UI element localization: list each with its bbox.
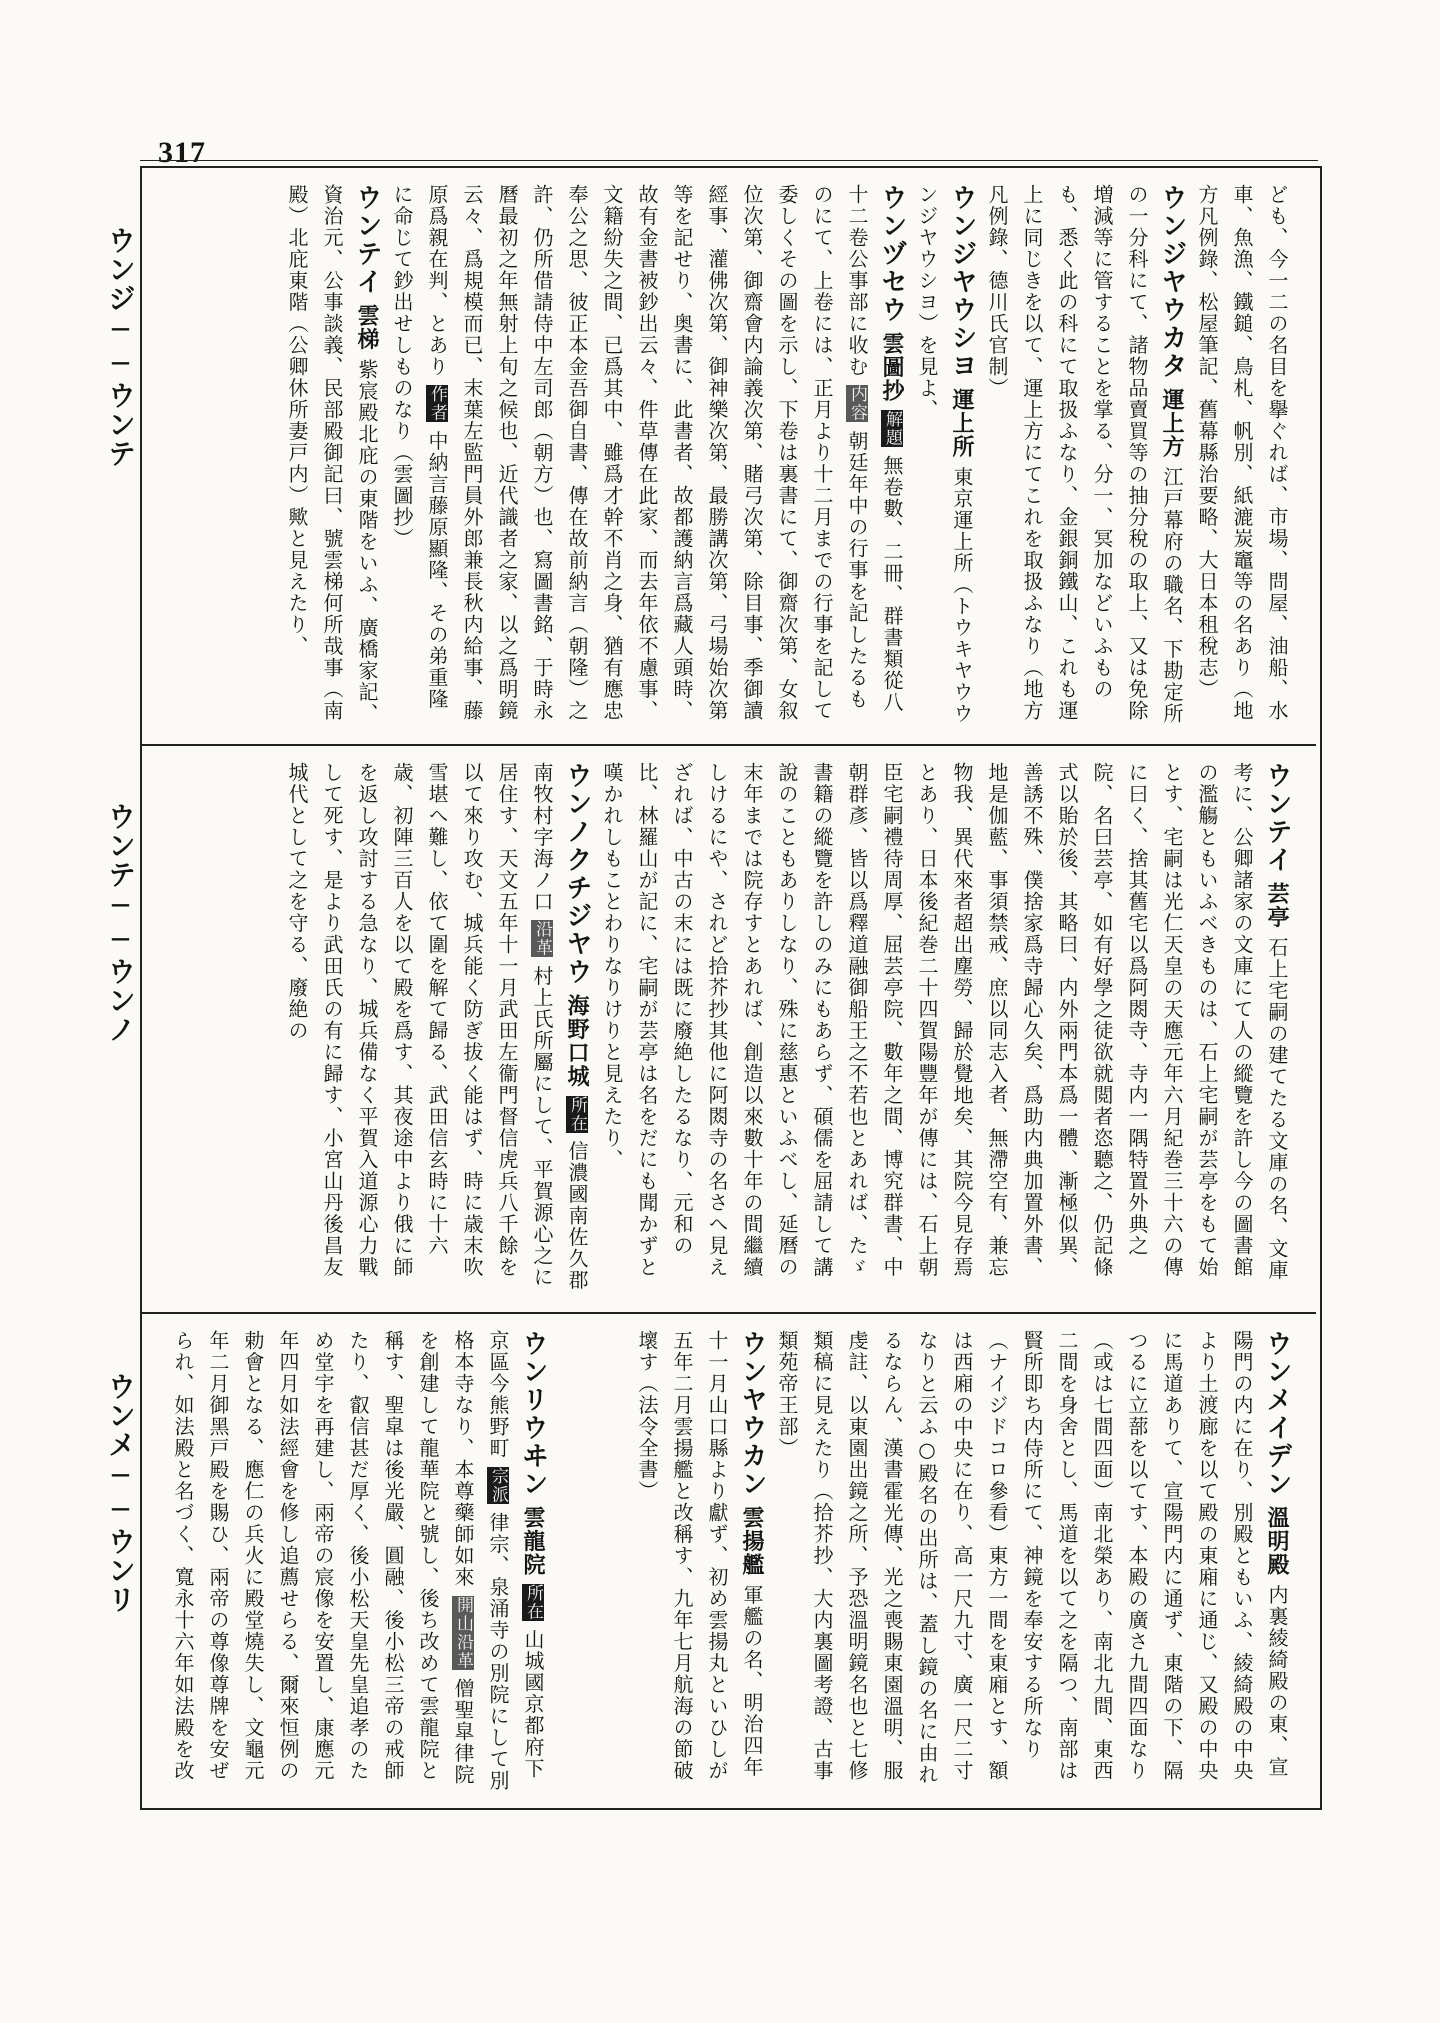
entry-kanji-untei: 芸亭 (1264, 881, 1290, 929)
entry-heading-untei-ladder: ウンテイ (352, 184, 382, 296)
tier-bottom-left-text (166, 1314, 556, 1806)
entry-body-untei-ladder: 紫宸殿北庇の東階をいふ、廣橋家記、資治元、公事談義、民部殿御記曰、號雲梯何所哉事（南殿）北庇東階（公卿休所妻戸内）歟と見えたり、 (285, 184, 379, 725)
tier-top (142, 168, 1316, 738)
tier-bottom (142, 1312, 1316, 1806)
page-number: 317 (158, 136, 206, 169)
label-shozai: 所在 (567, 1095, 587, 1133)
label-enkaku: 沿革 (532, 920, 552, 958)
entry-kanji-unjousho: 運上所 (949, 387, 975, 459)
entry-kanji-unzusho: 雲圖抄 (879, 331, 905, 403)
entry-body-unyoukan: 軍艦の名、明治四年十一月山口縣より獻ず、初め雲揚丸といひしが五年二月雲揚艦と改稱す、九年七月航海の節破壞す（法令全書） (635, 1330, 764, 1782)
entry-body-untei: 石上宅嗣の建てたる文庫の名、文庫考に、公卿諸家の文庫にて人の縱覽を許し今の圖書館の濫觴ともいふべきものは、石上宅嗣が芸亭をもて始とす、宅嗣は光仁天皇の天應元年六月紀巻三十六の傳に曰く、捨其舊宅以爲阿閦寺、寺内一隅特置外典之院、名曰芸亭、如有好學之徒欲就閲者恣聽之、仍記條式以貽於後、其略曰、内外兩門本爲一體、漸極似異、善誘不殊、僕捨家爲寺歸心久矣、爲助内典加置外書、地是伽藍、事須禁戒、庶以同志入者、無滯空有、兼忘物我、異代來者超出塵勞、歸於覺地矣、其院今見存焉とあり、日本後紀巻二十四賀陽豐年が傳には、石上朝臣宅嗣禮待周厚、屈芸亭院、數年之間、博究群書、中朝群彥、皆以爲釋道融御船王之不若也とあれば、たゞ書籍の縱覽を許しのみにもあらず、碩儒を屈請して講說のこともありしなり、殊に慈惠といふべし、延曆の末年までは院存すとあれば、創造以來數十年の間繼續しけるにや、されど拾芥抄其他に阿閦寺の名さへ見えざれば、中古の末には既に廢絶したるなり、元和の比、林羅山が記に、宅嗣が芸亭は名をだにも聞かずと嘆かれしもことわりなりけりと見えたり、 (600, 762, 1289, 1281)
label-shuuha: 宗派 (488, 1466, 508, 1504)
entry-body-unjoukata: 江戸幕府の職名、下勘定所の一分科にて、諸物品賣買等の抽分稅の取上、又は免除増減等に管することを掌る、分一、冥加などいふものも、悉く此の科にて取扱ふなり、金銀銅鐵山、これも運上に同じきを以て、運上方にてこれを取扱ふなり（地方凡例錄、德川氏官制） (985, 184, 1184, 725)
entry-body-unryuuin-3: 僧聖皐律院を創建して龍華院と號し、後ち改めて雲龍院と稱す、聖皐は後光嚴、圓融、後小松三帝の戒師たり、叡信甚だ厚く、後小松天皇先皇追孝のため堂宇を再建し、兩帝の宸像を安置し、康應元年四月如法經會を修し追薦せらる、爾來恒例の勅會となる、應仁の兵火に殿堂燒失し、文龜元年二月御黑戸殿を賜ひ、兩帝の尊像尊牌を安ぜられ、如法殿と名づく、寬永十六年如法殿を改 (171, 1330, 475, 1786)
entry-body-unjousho: 東京運上所（トウキヤウウンジヤウシヨ）を見よ、 (915, 184, 974, 725)
entry-heading-unjoukata: ウンジヤウカタ (1157, 184, 1187, 380)
frame-top-rule (140, 160, 1318, 161)
tier-middle (142, 744, 1316, 1306)
entry-body-unryuuin-2: 律宗、泉涌寺の別院にして別格本寺なり、本尊藥師如來 (451, 1330, 510, 1792)
entry-kanji-unnokuchijou: 海野口城 (564, 993, 590, 1088)
entry-body-unzusho-3: 中納言藤原顯隆、その弟重隆に命じて鈔出せしものなり（雲圖抄） (390, 184, 449, 710)
entry-heading-unryuuin: ウンリウヰン (518, 1330, 548, 1498)
entry-kanji-unyoukan: 雲揚艦 (739, 1505, 765, 1577)
tier-middle-text (160, 746, 1300, 1306)
entry-heading-untei: ウンテイ (1262, 762, 1292, 874)
tier-top-text (160, 168, 1300, 738)
label-kaidai: 解題 (882, 410, 902, 448)
entry-body-unzusho-1: 無卷數、二冊、群書類從八十二卷公事部に收む (845, 184, 904, 714)
label-sakusha: 作者 (427, 385, 447, 423)
entry-body-unmeiden: 内裏綾綺殿の東、宣陽門の内に在り、別殿ともいふ、綾綺殿の中央より土渡廊を以て殿の東廂に通じ、又殿の中央に馬道ありて、宣陽門内に通ず、東階の下、隔つるに立蔀を以てす、本殿の廣さ九間四面なり（或は七間四面）南北榮あり、南北九間、東西二間を身舍とし、馬道を以て之を隔つ、南部は賢所即ち内侍所にて、神鏡を奉安する所なり（ナイジドコロ參看）東方一間を東廂とす、額は西廂の中央に在り、高一尺九寸、廣一尺二寸なりと云ふ○殿名の出所は、蓋し鏡の名に由れるならん、漢書霍光傳、光之喪賜東園溫明、服虔註、以東園出鏡之所、予恐溫明鏡名也と七修類稿に見えたり（拾芥抄、大内裏圖考證、古事類苑帝王部） (775, 1330, 1289, 1786)
entry-kanji-untei-ladder: 雲梯 (354, 303, 380, 351)
entry-kanji-unjoukata: 運上方 (1159, 387, 1185, 459)
label-shozai-2: 所在 (523, 1584, 543, 1622)
entry-kanji-unmeiden: 溫明殿 (1264, 1505, 1290, 1577)
entry-kanji-unryuuin: 雲龍院 (520, 1505, 546, 1577)
label-naiyou: 内容 (847, 385, 867, 423)
running-head-1: ウンジ──ウンテ (104, 226, 137, 468)
entry-body-unnokuchijou-1: 信濃國南佐久郡南牧村字海ノ口 (530, 762, 589, 1292)
entry-body-unzusho-2: 朝廷年中の行事を記したるものにて、上卷には、正月より十二月までの行事を記して委しくその圖を示し、下卷は裏書にて、御齋次第、女叙位次第、御齋會内論義次第、賭弓次第、除目事、季御讀經事、灌佛次第、御神樂次第、最勝講次第、弓場始次第等を記せり、奥書に、此書者、故都護納言爲藏人頭時、故有金書被鈔出云々、件草傳在此家、而去年依不慮事、文籍紛失之間、已爲其中、雖爲才幹不肖之身、猶有應忠奉公之思、彼正本金吾御自書、傳在故前納言（朝隆）之許、仍所借請侍中左司郎（朝方）也、寫圖書銘、于時永曆最初之年無射上旬之候也、近代識者之家、以之爲明鏡云々、爲規模而已、末葉左監門員外郎兼長秋内給事、藤原爲親在判、とあり (425, 184, 869, 722)
label-kaizan-enkaku: 開山沿革 (453, 1595, 473, 1670)
entry-heading-unnokuchijou: ウンノクチジヤウ (562, 762, 592, 986)
entry-heading-unyoukan: ウンヤウカン (737, 1330, 767, 1498)
entry-heading-unmeiden: ウンメイデン (1262, 1330, 1292, 1498)
running-head-2: ウンテ──ウンノ (104, 802, 137, 1044)
entry-heading-unzusho: ウンヅセウ (877, 184, 907, 324)
running-head-3: ウンメ──ウンリ (104, 1372, 137, 1614)
entry-body-unryuuin-1: 山城國京都府下京區今熊野町 (486, 1330, 545, 1780)
tier-bottom-right-text (580, 1314, 1300, 1806)
entry-heading-unjousho: ウンジヤウシヨ (947, 184, 977, 380)
entry-body-unnokuchijou-2: 村上氏所屬にして、平賀源心之に居住す、天文五年十一月武田左衞門督信虎兵八千餘を以て來り攻む、城兵能く防ぎ拔く能はず、時に歳末吹雪堪へ難し、依て圍を解て歸る、武田信玄時に十六歳、初陣三百人を以て殿を爲す、其夜途中より俄に師を返し攻討する急なり、城兵備なく平賀入道源心力戰して死す、是より武田氏の有に歸す、小宮山丹後昌友城代として之を守る、廢絶の (285, 762, 554, 1288)
continued-text: ども、今一二の名目を擧ぐれば、市場、問屋、油船、水車、魚漁、鐵鎚、鳥札、帆別、紙漉炭竈等の名あり（地方凡例錄、松屋筆記、舊幕縣治要略、大日本租稅志） (1195, 184, 1289, 722)
